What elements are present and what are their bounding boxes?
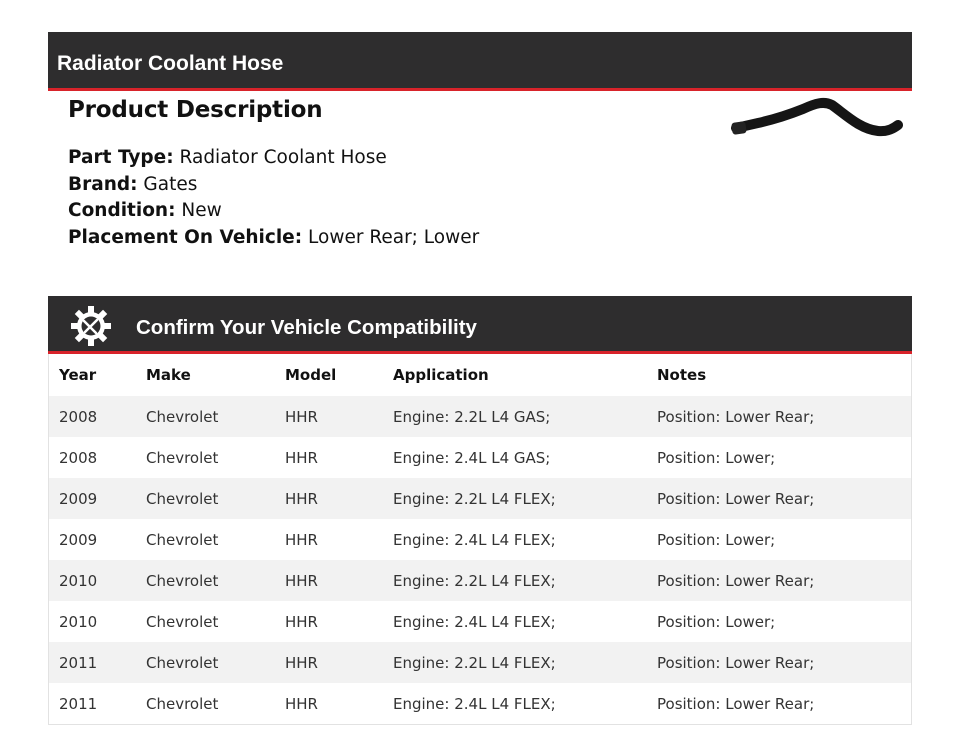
cell-notes: Position: Lower;: [657, 612, 776, 631]
cell-make: Chevrolet: [136, 642, 275, 683]
cell-year: 2011: [59, 694, 98, 713]
column-notes: Notes: [657, 366, 707, 384]
cell-application: Engine: 2.2L L4 GAS;: [383, 396, 647, 437]
field-brand: [68, 172, 479, 199]
cell-notes: Position: Lower Rear;: [647, 396, 911, 437]
product-description: [68, 97, 479, 251]
cell-notes: Position: Lower Rear;: [647, 642, 911, 683]
cell-model: HHR: [285, 694, 318, 713]
cell-model: HHR: [275, 642, 383, 683]
cell-make: Chevrolet: [146, 448, 219, 467]
description-heading: Product Description: [68, 97, 323, 123]
cell-model: HHR: [275, 560, 383, 601]
field-value: Lower Rear; Lower: [308, 226, 480, 248]
cell-notes: Position: Lower Rear;: [647, 478, 911, 519]
cell-model: HHR: [275, 478, 383, 519]
cell-notes: Position: Lower Rear;: [647, 560, 911, 601]
cell-application: Engine: 2.2L L4 FLEX;: [383, 478, 647, 519]
cell-year: 2010: [59, 612, 98, 631]
field-label: Brand:: [68, 173, 138, 195]
radiator-hose-image: [728, 95, 908, 145]
cell-model: HHR: [275, 396, 383, 437]
field-part-type: [68, 145, 479, 172]
cell-year: 2011: [49, 642, 136, 683]
table-row: [49, 519, 911, 560]
cell-notes: Position: Lower;: [657, 448, 776, 467]
column-model: Model: [285, 366, 337, 384]
cell-model: HHR: [285, 530, 318, 549]
cell-year: 2008: [49, 396, 136, 437]
cell-make: Chevrolet: [136, 478, 275, 519]
product-title-banner: [48, 32, 912, 91]
cell-year: 2010: [49, 560, 136, 601]
column-application: Application: [393, 366, 489, 384]
field-condition: [68, 198, 479, 225]
compatibility-banner: [48, 296, 912, 354]
cell-make: Chevrolet: [146, 530, 219, 549]
column-make: Make: [146, 366, 191, 384]
cell-application: Engine: 2.2L L4 FLEX;: [383, 560, 647, 601]
table-row: [49, 683, 911, 724]
cell-make: Chevrolet: [146, 694, 219, 713]
cell-make: Chevrolet: [136, 396, 275, 437]
table-row: [49, 601, 911, 642]
field-label: Part Type:: [68, 147, 174, 168]
field-value: Gates: [143, 173, 198, 195]
cell-application: Engine: 2.4L L4 FLEX;: [393, 530, 556, 549]
cell-model: HHR: [285, 612, 318, 631]
cell-make: Chevrolet: [136, 560, 275, 601]
cell-application: Engine: 2.4L L4 FLEX;: [393, 694, 556, 713]
table-row: [49, 560, 911, 601]
cell-year: 2008: [59, 448, 98, 467]
table-row: [49, 437, 911, 478]
cell-application: Engine: 2.4L L4 GAS;: [393, 448, 551, 467]
cell-model: HHR: [285, 448, 318, 467]
cell-application: Engine: 2.4L L4 FLEX;: [393, 612, 556, 631]
field-value: New: [181, 200, 222, 221]
table-header-row: [49, 354, 911, 396]
gear-wrench-icon: [70, 305, 112, 347]
product-title: Radiator Coolant Hose: [57, 52, 284, 75]
table-row: [49, 478, 911, 519]
cell-make: Chevrolet: [146, 612, 219, 631]
table-row: [49, 396, 911, 437]
column-year: Year: [59, 366, 97, 384]
cell-year: 2009: [49, 478, 136, 519]
field-placement: [68, 225, 479, 252]
compatibility-title: Confirm Your Vehicle Compatibility: [136, 316, 477, 339]
table-row: [49, 642, 911, 683]
cell-notes: Position: Lower;: [657, 530, 776, 549]
cell-year: 2009: [59, 530, 98, 549]
compatibility-table: [48, 354, 912, 725]
field-label: Placement On Vehicle:: [68, 226, 303, 248]
field-label: Condition:: [68, 200, 176, 221]
cell-notes: Position: Lower Rear;: [657, 694, 815, 713]
cell-application: Engine: 2.2L L4 FLEX;: [383, 642, 647, 683]
field-value: Radiator Coolant Hose: [179, 147, 387, 168]
